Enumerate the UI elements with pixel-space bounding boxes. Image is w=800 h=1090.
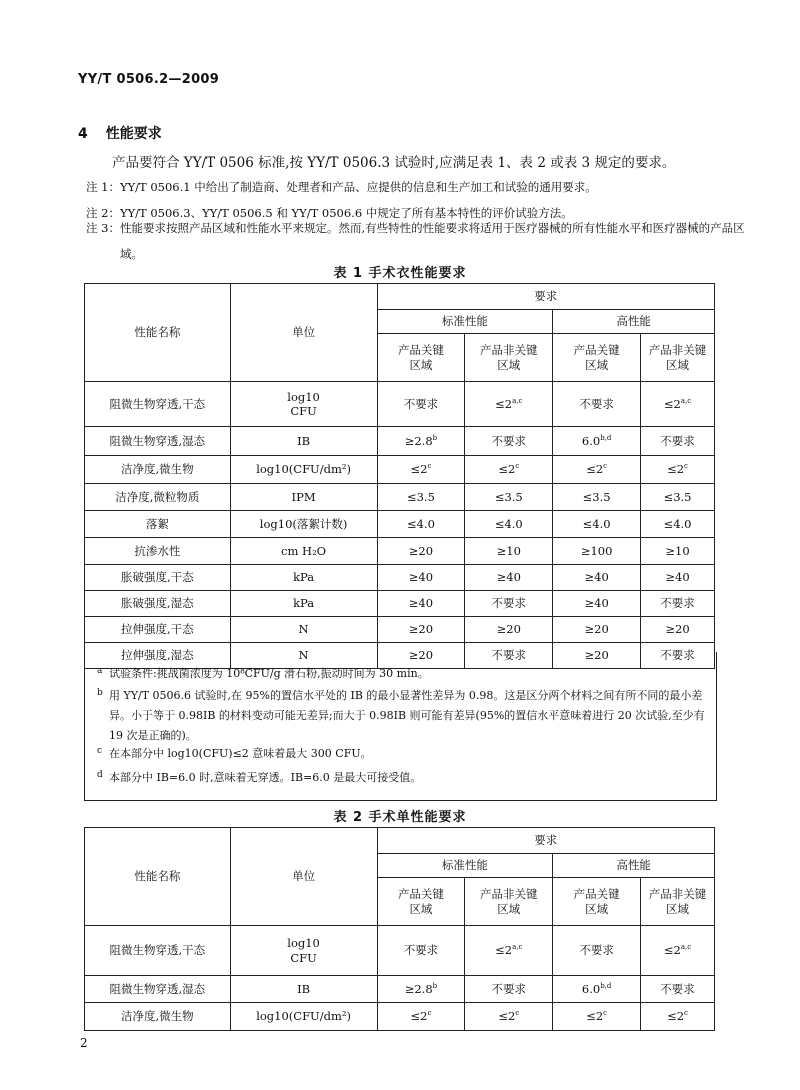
table-cell: 不要求	[377, 382, 465, 427]
table-cell: 不要求	[641, 643, 715, 669]
col-header-requirement: 要求	[377, 828, 714, 854]
table2	[84, 827, 715, 1031]
table-row	[85, 456, 715, 484]
table-cell: $\le 2^c$	[641, 456, 715, 484]
intro-paragraph: 产品要符合 YY/T 0506 标准,按 YY/T 0506.3 试验时,应满足表 1、表 2 或表 3 规定的要求。	[112, 155, 676, 171]
table-cell: 不要求	[465, 427, 553, 456]
table-row	[85, 1003, 715, 1031]
table-cell: ≤4.0	[553, 511, 641, 538]
row-unit: cm H₂O	[230, 538, 377, 565]
row-unit: log10 CFU	[230, 382, 377, 427]
row-unit: kPa	[230, 591, 377, 617]
table-cell: ≤4.0	[377, 511, 465, 538]
footnote-mark: b	[97, 688, 103, 698]
row-name: 洁净度,微粒物质	[85, 484, 231, 511]
footnote-c: c 在本部分中 log10(CFU)≤2 意味着最大 300 CFU。	[109, 744, 705, 764]
table-cell: ≥20	[641, 617, 715, 643]
table-cell: ≥40	[465, 565, 553, 591]
row-name: 抗渗水性	[85, 538, 231, 565]
row-name: 拉伸强度,湿态	[85, 643, 231, 669]
table-cell: ≥40	[377, 591, 465, 617]
page-number: 2	[80, 1036, 88, 1050]
row-unit: log10(CFU/dm²)	[230, 1003, 377, 1031]
table-cell: ≥40	[553, 591, 641, 617]
col-header-critical: 产品关键 区域	[377, 334, 465, 382]
col-header-critical: 产品关键 区域	[553, 334, 641, 382]
table-cell: 不要求	[377, 926, 465, 976]
table1-footnotes	[84, 652, 717, 801]
table-cell: $\le 2^c$	[641, 1003, 715, 1031]
table-cell: 6.0$^{b,d}$	[553, 427, 641, 456]
footnote-b: b 用 YY/T 0506.6 试验时,在 95%的置信水平处的 IB 的最小显著性差异为 0.98。这是区分两个材料之间有所不同的最小差异。小于等于 0.98IB 的材料变动可能无差异;而大于 0.98IB 则可能有差异(95%的置信水平意味着进行 20 次试验,至少有 19 次是正确的)。	[109, 686, 705, 746]
table-cell: ≤4.0	[465, 511, 553, 538]
row-name: 阻微生物穿透,干态	[85, 382, 231, 427]
note-1: 注 1：YY/T 0506.1 中给出了制造商、处理者和产品、应提供的信息和生产加工和试验的通用要求。	[86, 180, 597, 194]
table-cell: 不要求	[553, 382, 641, 427]
standard-code-header: YY/T 0506.2—2009	[78, 72, 220, 87]
table-cell: $\le 2^c$	[465, 1003, 553, 1031]
table-row	[85, 617, 715, 643]
table-cell: ≥40	[553, 565, 641, 591]
table-cell: ≥20	[377, 617, 465, 643]
col-header-high: 高性能	[553, 310, 715, 334]
row-name: 阻微生物穿透,湿态	[85, 976, 231, 1003]
row-name: 阻微生物穿透,干态	[85, 926, 231, 976]
table-cell: 不要求	[465, 976, 553, 1003]
col-header-critical: 产品关键 区域	[553, 878, 641, 926]
table-cell: ≤3.5	[465, 484, 553, 511]
section-number: 4	[78, 126, 88, 142]
col-header-standard: 标准性能	[377, 310, 553, 334]
table-cell: 不要求	[641, 427, 715, 456]
table2-caption: 表 2 手术单性能要求	[333, 810, 467, 825]
table-row	[85, 511, 715, 538]
table-cell: ≥2.8$^b$	[377, 976, 465, 1003]
row-name: 落絮	[85, 511, 231, 538]
table-cell: ≥20	[377, 538, 465, 565]
table-cell: ≥20	[465, 617, 553, 643]
col-header-name: 性能名称	[85, 828, 231, 926]
col-header-critical: 产品关键 区域	[377, 878, 465, 926]
table-cell: $\le 2^{a,c}$	[465, 382, 553, 427]
table-cell: $\le 2^c$	[553, 456, 641, 484]
col-header-requirement: 要求	[377, 284, 714, 310]
footnote-a: a 试验条件:挑战菌浓度为 10⁸CFU/g 滑石粉,振动时间为 30 min。	[109, 664, 705, 684]
table-row	[85, 976, 715, 1003]
table-cell: ≥10	[641, 538, 715, 565]
table-cell: ≤3.5	[641, 484, 715, 511]
row-unit: N	[230, 643, 377, 669]
footnote-mark: a	[97, 666, 103, 676]
row-name: 洁净度,微生物	[85, 456, 231, 484]
note-2: 注 2：YY/T 0506.3、YY/T 0506.5 和 YY/T 0506.6 中规定了所有基本特性的评价试验方法。	[86, 206, 573, 220]
table-cell: 不要求	[641, 976, 715, 1003]
table-cell: $\le 2^{a,c}$	[465, 926, 553, 976]
col-header-noncritical: 产品非关键 区域	[641, 334, 715, 382]
table-cell: 不要求	[465, 591, 553, 617]
table-cell: ≤4.0	[641, 511, 715, 538]
col-header-noncritical: 产品非关键 区域	[465, 878, 553, 926]
note-3: 注 3：性能要求按照产品区域和性能水平来规定。然而,有些特性的性能要求将适用于医疗器械的所有性能水平和医疗器械的产品区域。	[86, 221, 745, 261]
table-cell: 不要求	[553, 926, 641, 976]
col-header-name: 性能名称	[85, 284, 231, 382]
table-row	[85, 484, 715, 511]
section-title: 性能要求	[105, 126, 162, 142]
table-cell: ≥100	[553, 538, 641, 565]
footnote-mark: d	[97, 770, 103, 780]
table-cell: ≤3.5	[377, 484, 465, 511]
table-row	[85, 926, 715, 976]
row-unit: IB	[230, 976, 377, 1003]
section-heading	[78, 123, 162, 143]
table-row	[85, 427, 715, 456]
row-name: 阻微生物穿透,湿态	[85, 427, 231, 456]
table-row	[85, 565, 715, 591]
row-unit: N	[230, 617, 377, 643]
table-cell: 不要求	[641, 591, 715, 617]
footnote-mark: c	[97, 746, 103, 756]
table-cell: $\le 2^{a,c}$	[641, 926, 715, 976]
col-header-noncritical: 产品非关键 区域	[641, 878, 715, 926]
table-cell: ≥2.8$^b$	[377, 427, 465, 456]
col-header-unit: 单位	[230, 828, 377, 926]
table-cell: 不要求	[465, 643, 553, 669]
table-cell: ≥20	[553, 643, 641, 669]
table-cell: ≥40	[641, 565, 715, 591]
row-name: 洁净度,微生物	[85, 1003, 231, 1031]
row-unit: log10 CFU	[230, 926, 377, 976]
row-name: 胀破强度,干态	[85, 565, 231, 591]
row-name: 拉伸强度,干态	[85, 617, 231, 643]
table-row	[85, 538, 715, 565]
table-cell: ≥20	[377, 643, 465, 669]
table-row	[85, 382, 715, 427]
table1	[84, 283, 715, 669]
table-cell: ≥10	[465, 538, 553, 565]
table-cell: $\le 2^{a,c}$	[641, 382, 715, 427]
table-cell: $\le 2^c$	[377, 1003, 465, 1031]
table-cell: $\le 2^c$	[465, 456, 553, 484]
table-cell: $\le 2^c$	[553, 1003, 641, 1031]
table-cell: ≥40	[377, 565, 465, 591]
row-name: 胀破强度,湿态	[85, 591, 231, 617]
row-unit: IB	[230, 427, 377, 456]
table-cell: $\le 2^c$	[377, 456, 465, 484]
table-row	[85, 591, 715, 617]
table-cell: ≥20	[553, 617, 641, 643]
row-unit: log10(落絮计数)	[230, 511, 377, 538]
footnote-d: d 本部分中 IB=6.0 时,意味着无穿透。IB=6.0 是最大可接受值。	[109, 768, 705, 788]
row-unit: kPa	[230, 565, 377, 591]
table-cell: 6.0$^{b,d}$	[553, 976, 641, 1003]
header-row	[85, 284, 715, 310]
row-unit: log10(CFU/dm²)	[230, 456, 377, 484]
col-header-unit: 单位	[230, 284, 377, 382]
col-header-noncritical: 产品非关键 区域	[465, 334, 553, 382]
col-header-standard: 标准性能	[377, 854, 553, 878]
row-unit: IPM	[230, 484, 377, 511]
col-header-high: 高性能	[553, 854, 715, 878]
header-row	[85, 828, 715, 854]
table-cell: ≤3.5	[553, 484, 641, 511]
table1-caption: 表 1 手术衣性能要求	[333, 266, 467, 281]
